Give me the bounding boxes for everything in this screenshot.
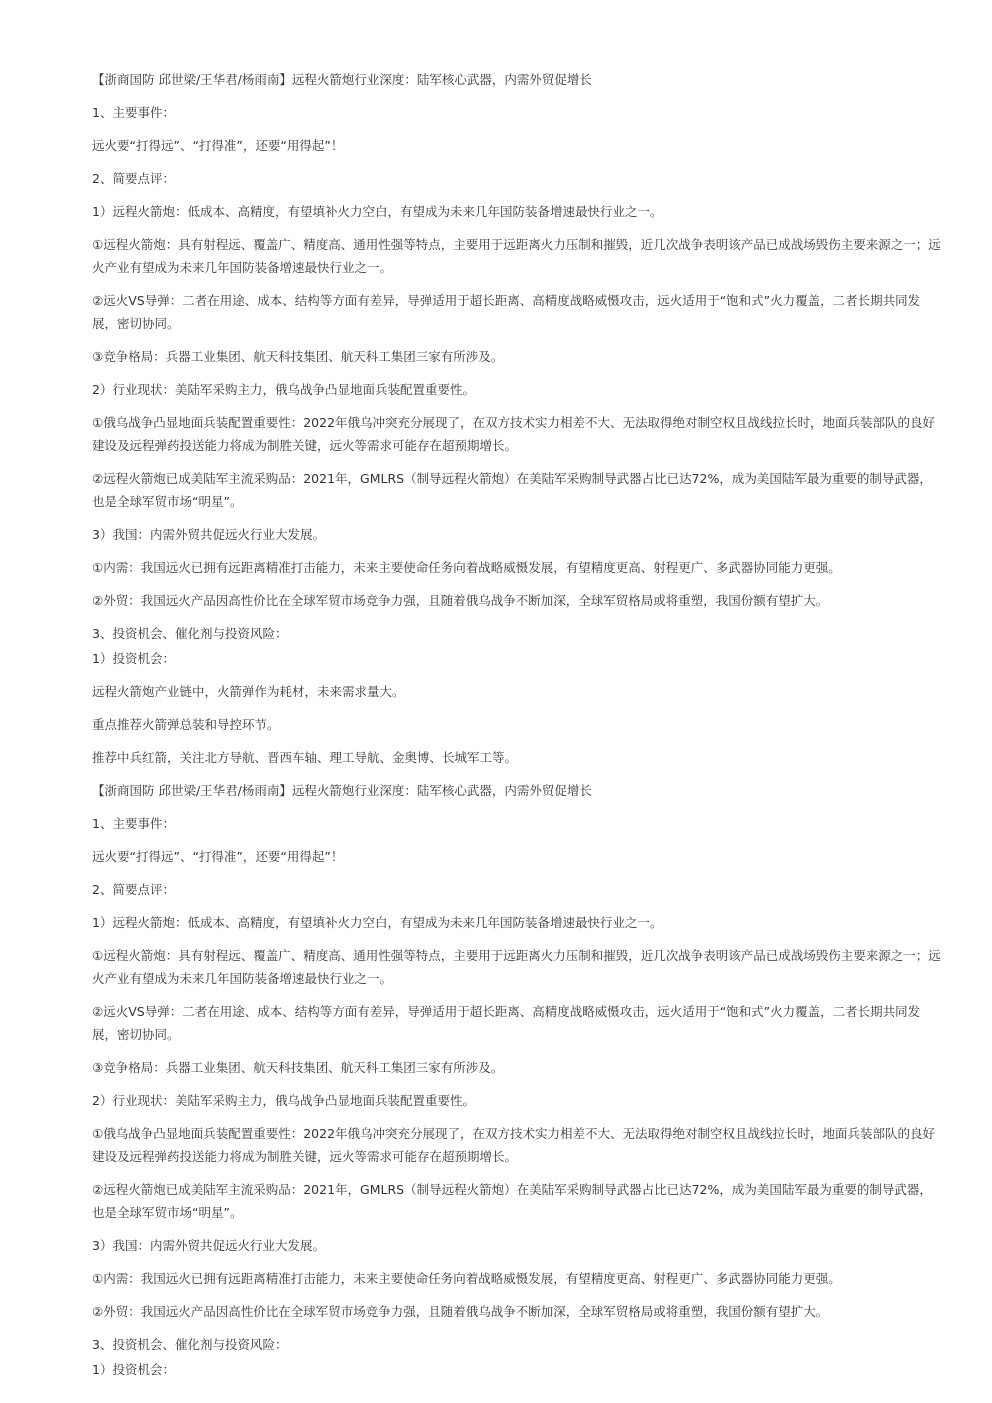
point-1-heading-repeat: 1）远程火箭炮：低成本、高精度，有望填补火力空白，有望成为未来几年国防装备增速最快行业之一。 xyxy=(92,915,663,930)
point-2-item-a: ①俄乌战争凸显地面兵装配置重要性：2022年俄乌冲突充分展现了，在双方技术实力相差不大、无法取得绝对制空权且战线拉长时，地面兵装部队的良好建设及远程弹药投送能力将成为制胜关键，远火等需求可能存在超预期增长。 xyxy=(92,415,936,453)
section-heading-main-event: 1、主要事件： xyxy=(92,105,175,120)
point-3-heading-repeat: 3）我国：内需外贸共促远火行业大发展。 xyxy=(92,1238,325,1253)
point-1-heading: 1）远程火箭炮：低成本、高精度，有望填补火力空白，有望成为未来几年国防装备增速最快行业之一。 xyxy=(92,204,663,219)
section-heading-main-event-repeat: 1、主要事件： xyxy=(92,816,175,831)
point-3-item-b-repeat: ②外贸：我国远火产品因高性价比在全球军贸市场竞争力强，且随着俄乌战争不断加深，全球军贸格局或将重塑，我国份额有望扩大。 xyxy=(92,1304,829,1319)
article-title: 【浙商国防 邱世梁/王华君/杨雨南】远程火箭炮行业深度：陆军核心武器，内需外贸促增长 xyxy=(92,72,592,87)
point-3-heading: 3）我国：内需外贸共促远火行业大发展。 xyxy=(92,527,325,542)
investment-item-c: 推荐中兵红箭，关注北方导航、晋西车轴、理工导航、金奥博、长城军工等。 xyxy=(92,750,518,765)
point-2-item-b-repeat: ②远程火箭炮已成美陆军主流采购品：2021年，GMLRS（制导远程火箭炮）在美陆军采购制导武器占比已达72%，成为美国陆军最为重要的制导武器，也是全球军贸市场“明星”。 xyxy=(92,1182,932,1220)
document-page xyxy=(92,68,942,1391)
point-2-heading-repeat: 2）行业现状：美陆军采购主力，俄乌战争凸显地面兵装配置重要性。 xyxy=(92,1093,475,1108)
investment-opportunity-heading-repeat: 1）投资机会： xyxy=(92,1362,175,1377)
point-1-item-a: ①远程火箭炮：具有射程远、覆盖广、精度高、通用性强等特点，主要用于远距离火力压制和摧毁，近几次战争表明该产品已成战场毁伤主要来源之一；远火产业有望成为未来几年国防装备增速最快行业之一。 xyxy=(92,237,941,275)
investment-opportunity-heading: 1）投资机会： xyxy=(92,651,175,666)
point-3-item-b: ②外贸：我国远火产品因高性价比在全球军贸市场竞争力强，且随着俄乌战争不断加深，全球军贸格局或将重塑，我国份额有望扩大。 xyxy=(92,593,829,608)
article-title-repeat: 【浙商国防 邱世梁/王华君/杨雨南】远程火箭炮行业深度：陆军核心武器，内需外贸促增长 xyxy=(92,783,592,798)
investment-item-b: 重点推荐火箭弹总装和导控环节。 xyxy=(92,717,280,732)
point-2-heading: 2）行业现状：美陆军采购主力，俄乌战争凸显地面兵装配置重要性。 xyxy=(92,382,475,397)
section-heading-investment: 3、投资机会、催化剂与投资风险： xyxy=(92,626,288,641)
point-2-item-b: ②远程火箭炮已成美陆军主流采购品：2021年，GMLRS（制导远程火箭炮）在美陆军采购制导武器占比已达72%，成为美国陆军最为重要的制导武器，也是全球军贸市场“明星”。 xyxy=(92,471,932,509)
investment-item-a: 远程火箭炮产业链中，火箭弹作为耗材，未来需求量大。 xyxy=(92,684,405,699)
point-1-item-c: ③竞争格局：兵器工业集团、航天科技集团、航天科工集团三家有所涉及。 xyxy=(92,349,504,364)
point-1-item-c-repeat: ③竞争格局：兵器工业集团、航天科技集团、航天科工集团三家有所涉及。 xyxy=(92,1060,504,1075)
point-1-item-b: ②远火VS导弹：二者在用途、成本、结构等方面有差异，导弹适用于超长距离、高精度战略威慑攻击，远火适用于“饱和式”火力覆盖，二者长期共同发展，密切协同。 xyxy=(92,293,921,331)
point-2-item-a-repeat: ①俄乌战争凸显地面兵装配置重要性：2022年俄乌冲突充分展现了，在双方技术实力相差不大、无法取得绝对制空权且战线拉长时，地面兵装部队的良好建设及远程弹药投送能力将成为制胜关键，远火等需求可能存在超预期增长。 xyxy=(92,1126,936,1164)
point-3-item-a-repeat: ①内需：我国远火已拥有远距离精准打击能力，未来主要使命任务向着战略威慑发展，有望精度更高、射程更广、多武器协同能力更强。 xyxy=(92,1271,841,1286)
main-event-text-repeat: 远火要“打得远”、“打得准”，还要“用得起”！ xyxy=(92,849,344,864)
point-1-item-a-repeat: ①远程火箭炮：具有射程远、覆盖广、精度高、通用性强等特点，主要用于远距离火力压制和摧毁，近几次战争表明该产品已成战场毁伤主要来源之一；远火产业有望成为未来几年国防装备增速最快行业之一。 xyxy=(92,948,941,986)
section-heading-brief-review-repeat: 2、简要点评： xyxy=(92,882,175,897)
point-3-item-a: ①内需：我国远火已拥有远距离精准打击能力，未来主要使命任务向着战略威慑发展，有望精度更高、射程更广、多武器协同能力更强。 xyxy=(92,560,841,575)
main-event-text: 远火要“打得远”、“打得准”，还要“用得起”！ xyxy=(92,138,344,153)
section-heading-investment-repeat: 3、投资机会、催化剂与投资风险： xyxy=(92,1337,288,1352)
point-1-item-b-repeat: ②远火VS导弹：二者在用途、成本、结构等方面有差异，导弹适用于超长距离、高精度战略威慑攻击，远火适用于“饱和式”火力覆盖，二者长期共同发展，密切协同。 xyxy=(92,1004,921,1042)
section-heading-brief-review: 2、简要点评： xyxy=(92,171,175,186)
